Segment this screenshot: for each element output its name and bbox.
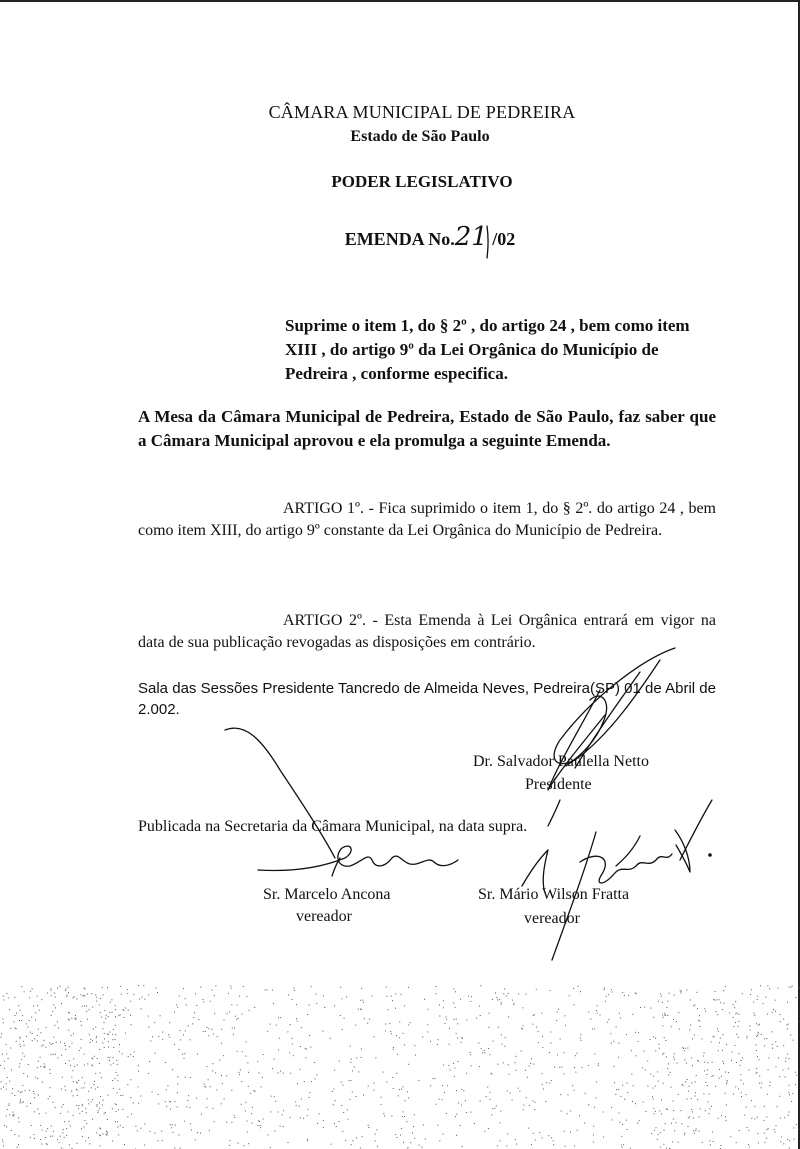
article-2: ARTIGO 2º. - Esta Emenda à Lei Orgânica entrará em vigor na data de sua publicação revogadas as disposições em contrário. xyxy=(138,612,716,651)
president-role: Presidente xyxy=(525,776,592,793)
intro-paragraph: A Mesa da Câmara Municipal de Pedreira, Estado de São Paulo, faz saber que a Câmara Municipal aprovou e ela promulga a seguinte Emenda. xyxy=(138,407,716,450)
state-subtitle: Estado de São Paulo xyxy=(350,128,490,145)
emenda-label: EMENDA No. xyxy=(344,229,455,249)
councilor-1-name: Sr. Marcelo Ancona xyxy=(263,886,391,903)
president-name: Dr. Salvador Paulella Netto xyxy=(473,753,649,770)
councilor-2-role: vereador xyxy=(524,910,580,927)
councilor-1-role: vereador xyxy=(296,908,352,925)
scan-noise xyxy=(0,985,800,1149)
emenda-year: /02 xyxy=(492,229,516,249)
session-place-date: Sala das Sessões Presidente Tancredo de Almeida Neves, Pedreira(SP) 01 de Abril de 2.002. xyxy=(138,680,716,718)
power-heading: PODER LEGISLATIVO xyxy=(331,172,513,191)
ementa-summary: Suprime o item 1, do § 2º , do artigo 24 , bem como item XIII , do artigo 9º da Lei Orgânica do Município de Pedreira , conforme especifica. xyxy=(285,316,690,383)
institution-title: CÂMARA MUNICIPAL DE PEDREIRA xyxy=(268,102,576,122)
councilor-2-name: Sr. Mário Wilson Fratta xyxy=(478,886,630,903)
councilor-1-signature xyxy=(258,846,458,876)
councilor-2-signature xyxy=(522,800,712,960)
president-signature xyxy=(548,648,675,826)
emenda-heading xyxy=(30,222,800,252)
signature-diagonal-stroke xyxy=(225,728,335,858)
article-1: ARTIGO 1º. - Fica suprimido o item 1, do § 2º. do artigo 24 , bem como item XIII, do artigo 9º constante da Lei Orgânica do Município de Pedreira. xyxy=(138,500,716,539)
emenda-number: 21 xyxy=(454,222,488,252)
scan-top-border xyxy=(0,0,800,2)
signature-dot xyxy=(708,853,712,857)
publication-note: Publicada na Secretaria da Câmara Municipal, na data supra. xyxy=(138,818,528,835)
